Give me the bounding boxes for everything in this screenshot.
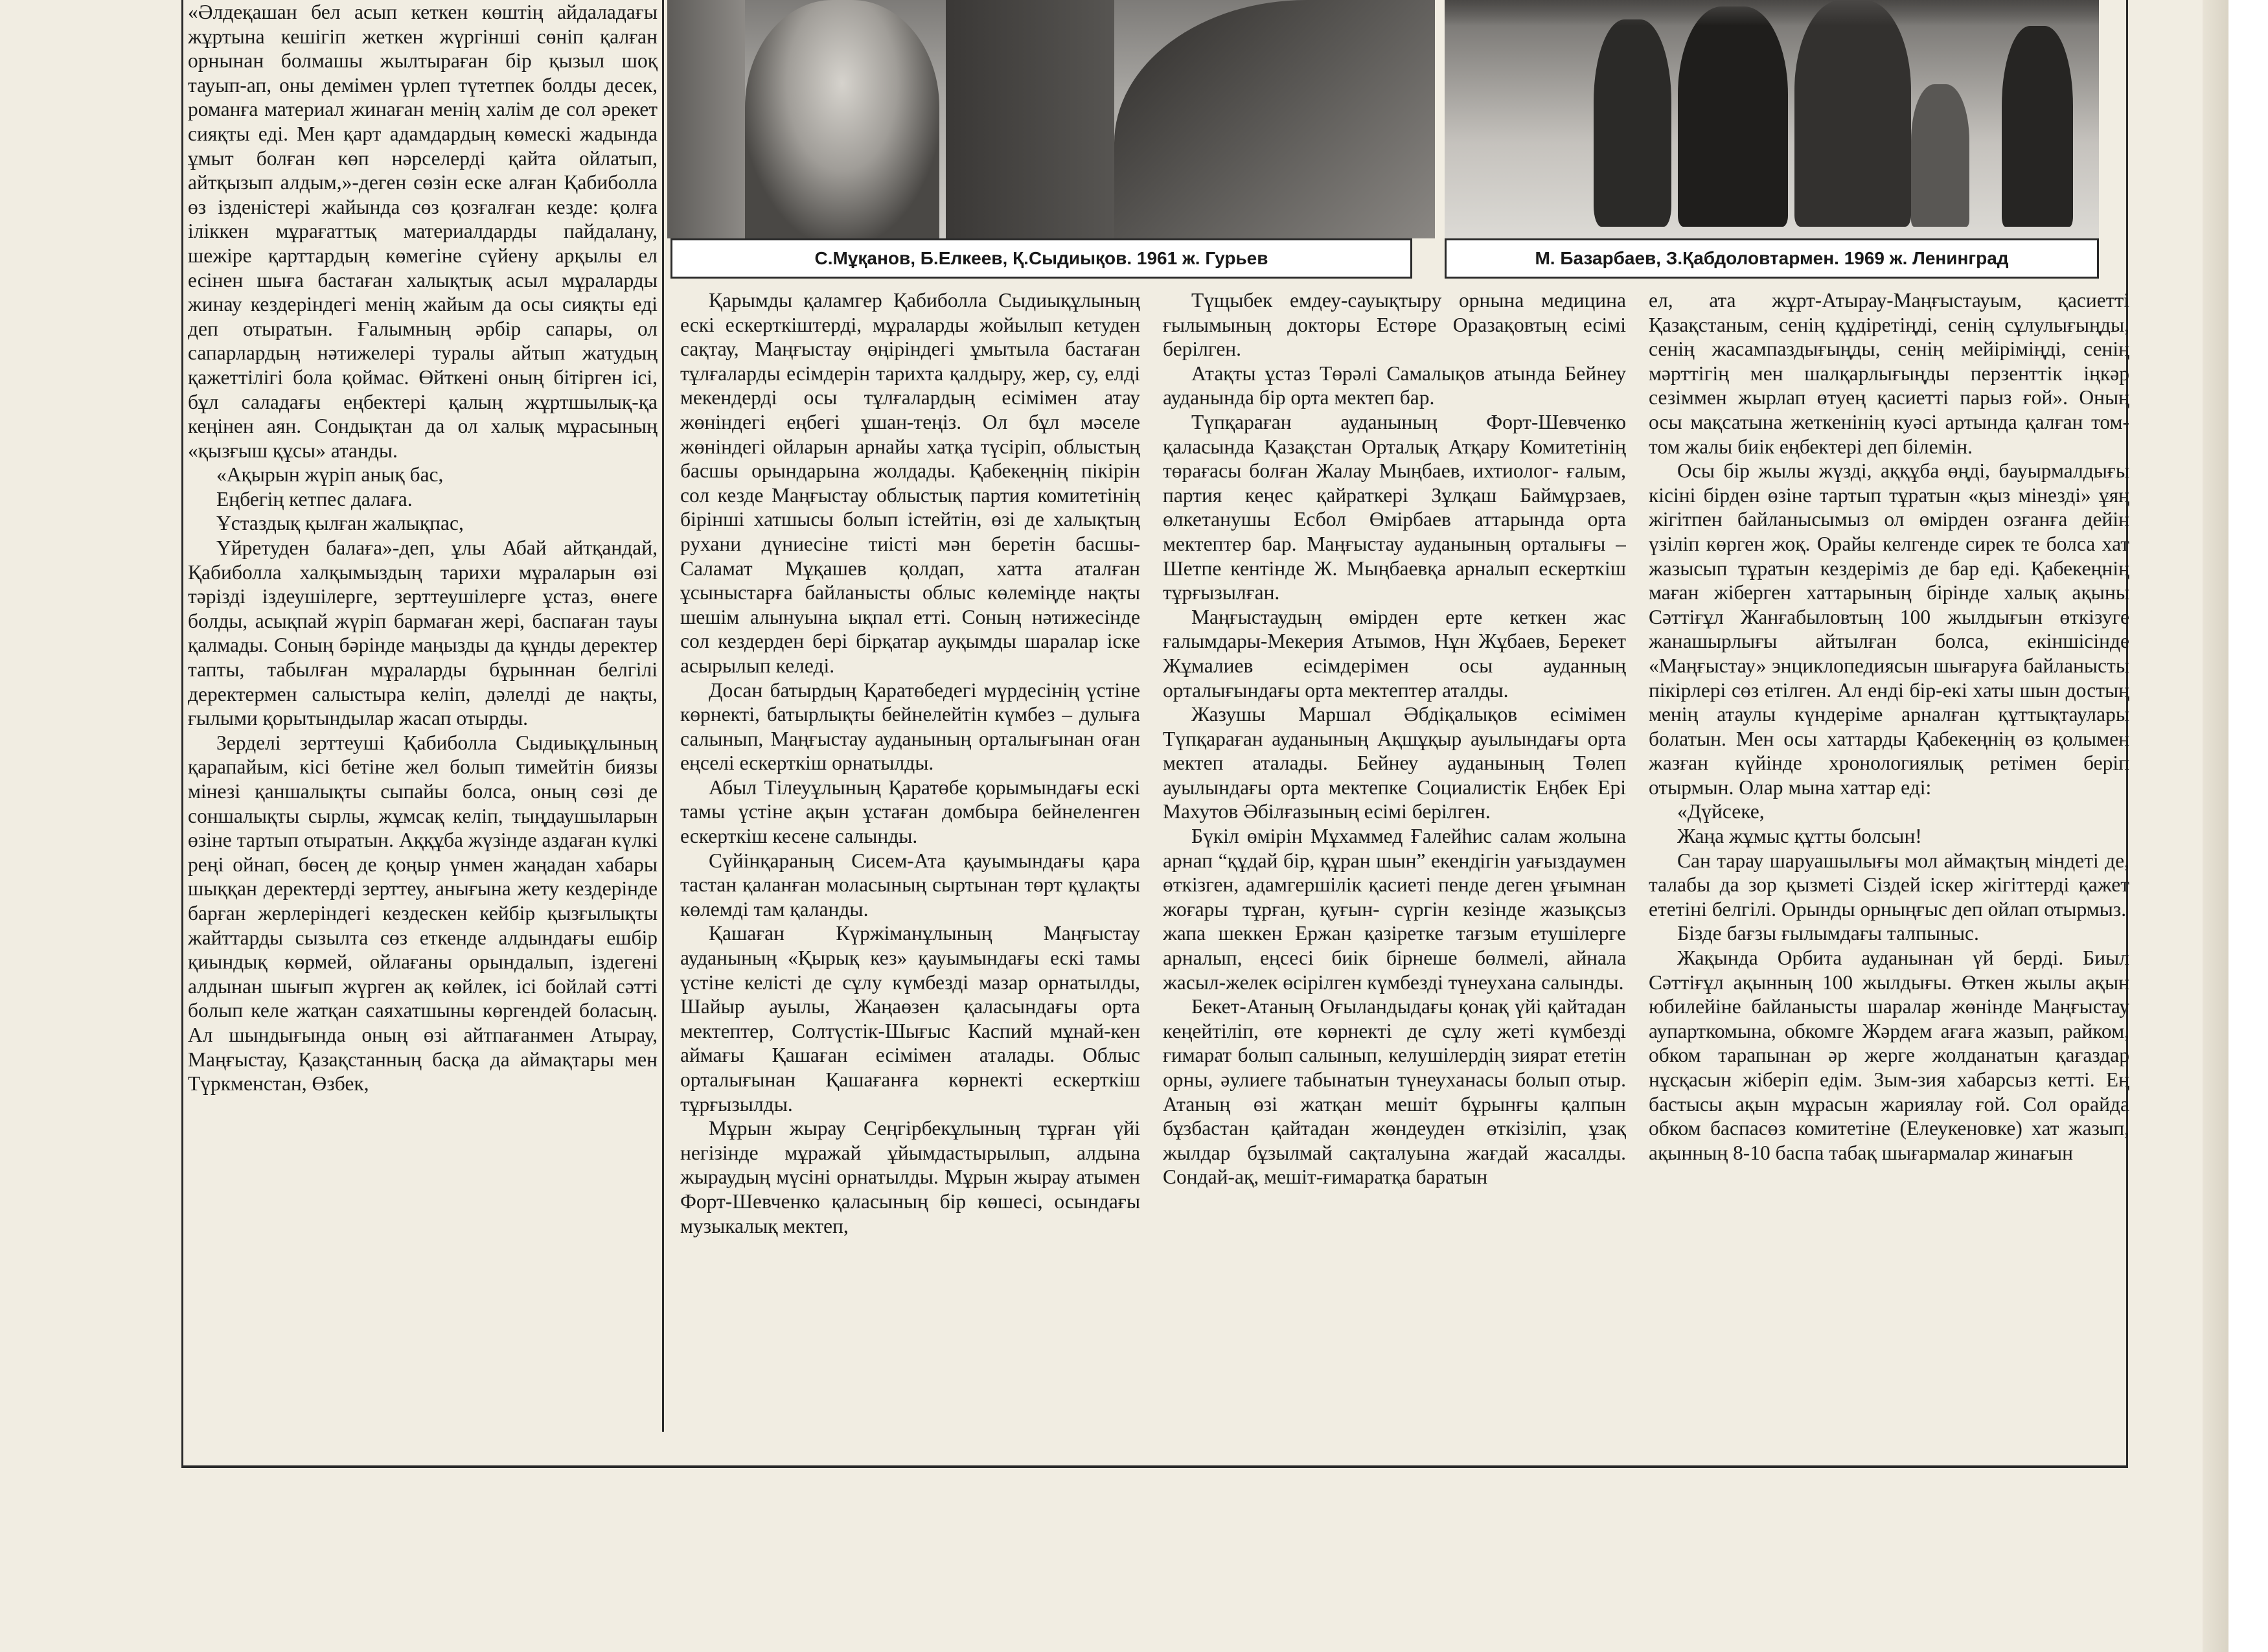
photo1-caption: С.Мұқанов, Б.Елкеев, Қ.Сыдиықов. 1961 ж. Гурьев	[670, 238, 1412, 279]
paragraph: Маңғыстаудың өмірден ерте кеткен жас ғалымдары-Мекерия Атымов, Нұн Жұбаев, Берекет Жұмалиев есімдерімен осы ауданның орталығындағы орта мектептер аталды.	[1163, 605, 1626, 702]
paragraph: Зерделі зерттеуші Қабиболла Сыдиықұлының қарапайым, кісі бетіне жел болып тимейтін биязы мінезі қаншалықты сыпайы болса, оның сөзі де соншалықты сырлы, жұмсақ келіп, тыңдаушыларын өзіне тартып отыратын. Аққұба жүзінде аздаған күлкі реңі ойнап, бөсең де қоңыр үнмен жаңадан хабары шыққан деректерді зерттеу, анығына жету кездерінде барған жерлеріндегі кездескен кейбір қызғылықты жайттарды сызылта сөз еткенде алдындағы ешбір қиындық көрмей, ойлағаны орындалып, іздегені алдынан шығып жүрген ақ көйлек, ісі бойлай сәтті болып келе жатқан саяхатшыны көргендей боласың. Ал шындығында оның өзі айтпағанмен Атырау, Маңғыстау, Қазақстанның басқа да аймақтары мен Түркменстан, Өзбек,	[188, 731, 658, 1096]
paragraph: ел, ата жұрт-Атырау-Маңғыстауым, қасиетті Қазақстаным, сенің құдіретіңді, сенің сұлулығыңды, сенің жасампаздығыңды, сенің мейіріміңді, сенің мәрттігің мен шалқарлығыңды перзенттік іңкәр сезіммен жырлап өтуең қасиетті парыз ғой». Оның осы мақсатына жеткенінің куәсі артында қалған том-том жалы биік еңбектері деп білемін.	[1649, 289, 2129, 458]
paragraph: Бізде бағзы ғылымдағы талпыныс.	[1677, 922, 1979, 945]
column-rule-middle	[662, 0, 664, 1432]
paragraph: Жақында Орбита ауданынан үй берді. Биыл Сәттіғұл ақынның 100 жылдығы. Өткен жылы ақын юбилейіне байланысты шаралар жөнінде Маңғыстау аупарткомына, обкомге Жәрдем ағаға жазып, райком, обком тарапынан әр жерге жолданатын қағаздар нұсқасын жіберіп едім. Зым-зия хабарсыз кетті. Ең бастысы ақын мұрасын жариялау ғой. Сол орайда обком баспасөз комитетіне (Елеукеновке) хат жазып, ақынның 8-10 баспа табақ шығармалар жинағын	[1649, 946, 2129, 1164]
paragraph: Түпқараған ауданының Форт-Шевченко қаласында Қазақстан Орталық Атқару Комитетінің төрағасы болған Жалау Мыңбаев, ихтиолог- ғалым, партия кеңес қайраткері Зұлқаш Баймұрзаев, өлкетанушы Есбол Өмірбаев аттарында орта мектептер бар. Маңғыстау ауданының орталығы – Шетпе кентінде Ж. Мыңбаевқа арналып ескерткіш тұрғызылған.	[1163, 410, 1626, 604]
article-column-3	[1163, 288, 1626, 1435]
paragraph: Досан батырдың Қаратөбедегі мүрдесінің үстіне көрнекті, батырлықты бейнелейтін күмбез – дулыға салынып, Маңғыстау ауданының орталығынан оған еңселі ескерткіш орнатылды.	[680, 678, 1140, 775]
page-edge-shadow	[2203, 0, 2228, 1652]
letter-line: Жаңа жұмыс құтты болсын!	[1677, 825, 1922, 848]
photo-mukanov-elkeev-sydiykov	[667, 0, 1435, 238]
article-column-1	[188, 0, 658, 1393]
paragraph: Бүкіл өмірін Мұхаммед Ғалейһис салам жолына арнап “құдай бір, құран шын” екендігін уағыздаумен өткізген, адамгершілік қасиеті пенде деген ұғымнан жоғары тұрған, қуғын- сүргін кезінде жазықсыз жапа шеккен Ержан қазіретке тағзым етушілерге арналып, еңсесі биік бірнеше бөлмелі, айнала жасыл-желек өсірілген күмбезді түнеухана салынды.	[1163, 825, 1626, 994]
paragraph: Осы бір жылы жүзді, аққұба өңді, бауырмалдығы кісіні бірден өзіне тартып тұратын «қыз мінезді» ұяң жігітпен байланысымыз ол өмірден озғанға дейін үзіліп көрген жоқ. Орайы келгенде сирек те болса хат жазысып тұратын кездеріміз де бар еді. Қабекеңнің маған жіберген хаттарының бірінде халық ақыны Сәттіғұл Жанғабыловтың 100 жылдығын өткізуге жанашырлығы айтылған болса, екіншісінде «Маңғыстау» энциклопедиясын шығаруға байланысты пікірлері сөз етілген. Ал енді бір-екі хаты шын достың менің атаулы күндеріме арналған құттықтаулары болатын. Мен осы хаттарды Қабекеңнің өз қолымен жазған күйінде хронологиялық ретімен беріп отырмын. Олар мына хаттар еді:	[1649, 459, 2129, 799]
column-rule-left	[181, 0, 183, 1467]
article-column-4	[1649, 288, 2129, 1435]
paragraph: Жазушы Маршал Әбдіқалықов есімімен Түпқараған ауданының Ақшұқыр ауылындағы орта мектеп аталады. Бейнеу ауданының Төлеп ауылындағы орта мектепке Социалистік Еңбек Ері Махутов Әбілғазының есімі берілген.	[1163, 703, 1626, 823]
photo-bazarbaev-kabdolov	[1445, 0, 2099, 238]
bottom-rule	[181, 1465, 2128, 1468]
paragraph: Мұрын жырау Сеңгірбекұлының тұрған үйі негізінде мұражай ұйымдастырылып, алдына жыраудың мүсіні орнатылды. Мұрын жырау атымен Форт-Шевченко қаласының бір көшесі, осындағы музыкалық мектеп,	[680, 1117, 1140, 1237]
paragraph: Сүйінқараның Сисем-Ата қауымындағы қара тастан қаланған моласының сыртынан төрт құлақты көлемді там қаланды.	[680, 849, 1140, 921]
paragraph: Үйретуден балаға»-деп, ұлы Абай айтқандай, Қабиболла халқымыздың тарихи мұраларын өзі тәрізді іздеушілерге, зерттеушілерге ұстаз, өнеге болды, асықпай жүріп бармаған жері, баспаған тауы қалмады. Соның бәрінде маңызды да құнды деректер тапты, табылған мұраларды бұрыннан белгілі деректермен салыстыра келіп, дәлелді де нақты, ғылыми қорытындылар жасап отырды.	[188, 536, 658, 730]
letter-greeting: «Дүйсеке,	[1677, 800, 1765, 823]
verse-line: Еңбегің кетпес далаға.	[216, 487, 413, 511]
paragraph: Сан тарау шаруашылығы мол аймақтың міндеті де, талабы да зор қызметі Сіздей іскер жігіттерді қажет ететіні белгілі. Орынды орныңғыс деп ойлап отырмыз.	[1649, 849, 2129, 921]
paragraph: Түщыбек емдеу-сауықтыру орнына медицина ғылымының докторы Естөре Оразақовтың есімі берілген.	[1163, 289, 1626, 361]
article-column-2	[680, 288, 1140, 1435]
paragraph: Қарымды қаламгер Қабиболла Сыдиықұлының ескі ескерткіштерді, мұраларды жойылып кетуден сақтау, Маңғыстау өңіріндегі ұмытыла бастаған тұлғаларды есімдерін тарихта қалдыру, жер, су, елді мекендерді осы тұлғалардың есімімен атау жөніндегі еңбегі ұшан-теңіз. Ол бұл мәселе жөніндегі ойларын арнайы хатқа түсіріп, облыстың басшы орындарына жолдады. Қабекеңнің пікірін сол кезде Маңғыстау облыстық партия комитетінің бірінші хатшысы болып істейтін, өзі де халықтың рухани дүниесіне тиісті мән беретін басшы- Саламат Мұқашев қолдап, хатта аталған ұсыныстарға байланысты облыс көлеміңде нақты шешім алынуына ықпал етті. Соның нәтижесінде сол кездерден бері бірқатар ауқымды шаралар іске асырылып келеді.	[680, 289, 1140, 677]
photo2-caption: М. Базарбаев, З.Қабдоловтармен. 1969 ж. Ленинград	[1445, 238, 2099, 279]
paragraph: Атақты ұстаз Төрәлі Самалықов атында Бейнеу ауданында бір орта мектеп бар.	[1163, 361, 1626, 409]
verse-line: Ұстаздық қылған жалықпас,	[216, 512, 464, 535]
paragraph: Қашаған Күржіманұлының Маңғыстау ауданының «Қырық кез» қауымындағы ескі тамы үстіне келісті де сұлу күмбезді мазар орнатылды, Шайыр ауылы, Жаңаөзен қаласындағы орта мектептер, Солтүстік-Шығыс Каспий мұнай-кен аймағы Қашаған есімімен аталады. Облыс орталығынан Қашағанға көрнекті ескерткіш тұрғызылды.	[680, 922, 1140, 1116]
paragraph: Бекет-Атаның Оғыландыдағы қонақ үйі қайтадан кеңейтіліп, өте көрнекті де сұлу жеті күмбезді ғимарат болып салынып, келушілердің зиярат ететін орны, әулиеге табынатын түнеуханасы болып отыр. Атаның өзі жатқан мешіт бұрынғы қалпын бұзбастан қайтадан жөндеуден өткізіліп, ұзақ жылдар бұзылмай сақталуына жағдай жасалды. Сондай-ақ, мешіт-ғимаратқа баратын	[1163, 995, 1626, 1189]
paragraph: Абыл Тілеуұлының Қаратөбе қорымындағы ескі тамы үстіне ақын ұстаған домбыра бейнеленген ескерткіш кесене салынды.	[680, 775, 1140, 848]
verse-line: «Ақырын жүріп анық бас,	[216, 463, 444, 487]
paragraph: «Әлдеқашан бел асып кеткен көштің айдаладағы жұртына кешігіп жеткен жүргінші сөніп қалған орнынан болмашы жылтыраған бір қызыл шоқ тауып-ап, оны демімен үрлеп түтетпек болды десек, романға материал жинаған менің халім де сол әрекет сияқты еді. Мен қарт адамдардың көмескі жадында ұмыт болған көп нәрселерді қайта ойлатып, айтқызып алдым,»-деген сөзін еске алған Қабиболла өз ізденістері жайында сөз қозғалған кезде: қолға іліккен мұрағаттық материалдарды пайдалану, шежіре қарттардың көмегіне сүйену арқылы ел есінен шыға бастаған халықтық асыл мұраларды жинау кездеріндегі менің жайым да осы сияқты еді деп отыратын. Ғалымның әрбір сапары, ол сапарлардың нәтижелері туралы айтып жатудың қажеттілігі бола қоймас. Өйткені оның бітірген ісі, бұл саладағы еңбектері қалың жұртшылық-қа кеңінен аян. Сондықтан да ол халық мұрасының «қызғыш құсы» атанды.	[188, 1, 658, 462]
